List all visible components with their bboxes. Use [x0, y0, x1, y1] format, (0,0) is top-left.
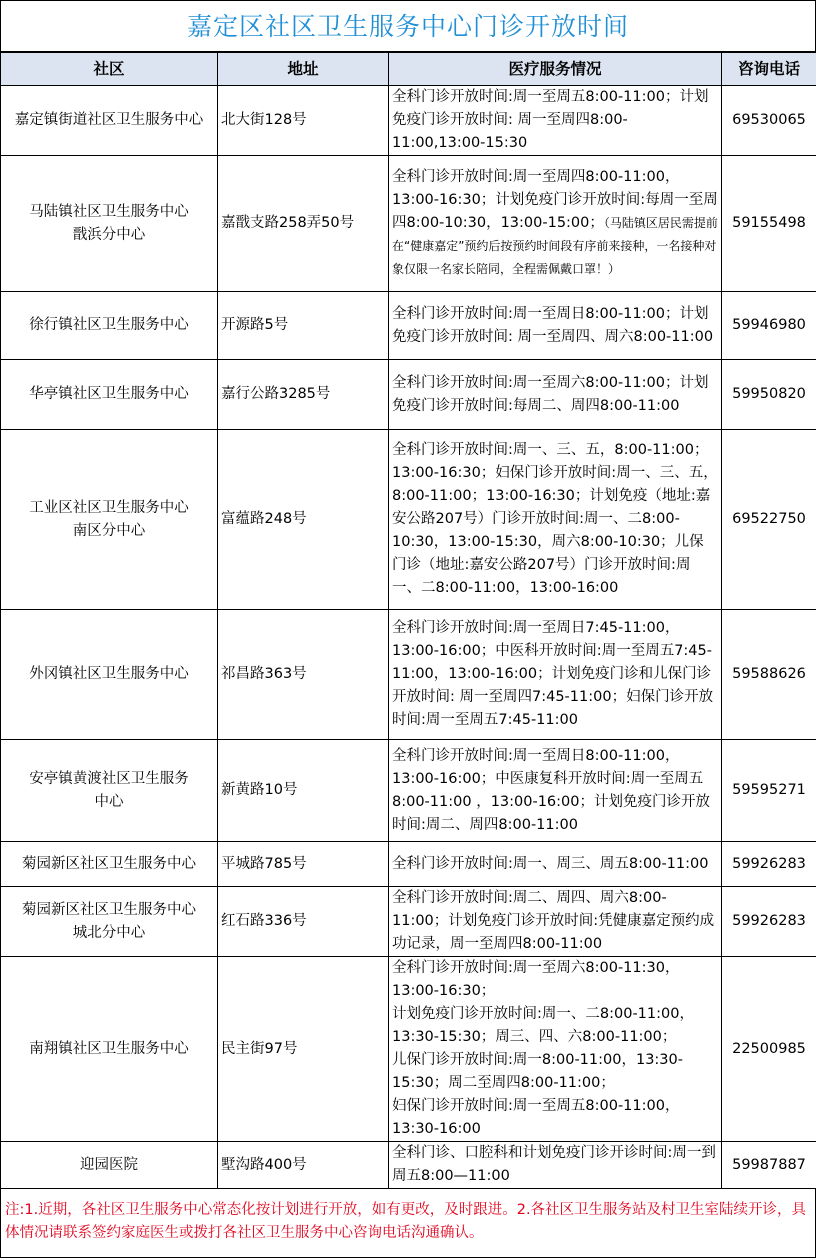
address-cell: 墅沟路400号 [218, 1142, 389, 1189]
phone-cell: 59595271 [722, 740, 816, 842]
community-name-line: 南区分中心 [4, 520, 214, 543]
community-name-line: 迎园医院 [4, 1154, 214, 1177]
header-service: 医疗服务情况 [389, 53, 722, 86]
phone-cell: 59946980 [722, 292, 816, 360]
service-line: 全科门诊开放时间:周一至周日8:00-11:00；计划免疫门诊开放时间: 周一至周四、周六8:00-11:00 [392, 303, 718, 349]
service-line: 全科门诊开放时间:周一至周六8:00-11:00；计划免疫门诊开放时间:每周二、周四8:00-11:00 [392, 372, 718, 418]
community-name-line: 外冈镇社区卫生服务中心 [4, 663, 214, 686]
service-line: 全科门诊开放时间:周一至周四8:00-11:00，13:00-16:30；计划免疫门诊开放时间:每周一至周四8:00-10:30，13:00-15:00；（马陆镇区居民需提前在“健康嘉定”预约后按预约时间段有序前来接种，一名接种对象仅限一名家长陪同，全程需佩戴口罩！） [392, 166, 718, 281]
service-line: 全科门诊开放时间:周一至周六8:00-11:30，13:00-16:30； [392, 957, 718, 1003]
service-cell [389, 430, 722, 610]
community-name-line: 马陆镇社区卫生服务中心 [4, 201, 214, 224]
service-cell [389, 887, 722, 957]
community-name-cell [1, 842, 218, 887]
header-community: 社区 [1, 53, 218, 86]
schedule-table [0, 52, 816, 1189]
address-cell: 北大街128号 [218, 86, 389, 156]
service-line: 全科门诊开放时间:周一至周日8:00-11:00，13:00-16:00；中医康复科开放时间:周一至周五8:00-11:00 ，13:00-16:00；计划免疫门诊开放时间:周二、周四8:00-11:00 [392, 745, 718, 837]
table-row [1, 887, 816, 957]
service-line: 全科门诊开放时间:周一、周三、周五8:00-11:00 [392, 853, 718, 876]
phone-cell: 69522750 [722, 430, 816, 610]
table-row [1, 360, 816, 430]
service-line: 儿保门诊开放时间:周一8:00-11:00，13:30-15:30；周二至周四8:00-11:00； [392, 1049, 718, 1095]
service-cell [389, 360, 722, 430]
phone-cell: 59926283 [722, 842, 816, 887]
address-cell: 红石路336号 [218, 887, 389, 957]
table-row [1, 842, 816, 887]
phone-cell: 59987887 [722, 1142, 816, 1189]
address-cell: 祁昌路363号 [218, 610, 389, 740]
footnote: 注:1.近期，各社区卫生服务中心常态化按计划进行开放，如有更改，及时跟进。2.各社区卫生服务站及村卫生室陆续开诊，具体情况请联系签约家庭医生或拨打各社区卫生服务中心咨询电话沟通确认。 [0, 1189, 816, 1258]
community-name-cell [1, 430, 218, 610]
community-name-line: 中心 [4, 791, 214, 814]
table-row [1, 957, 816, 1142]
community-name-cell [1, 156, 218, 292]
service-cell [389, 842, 722, 887]
service-line: 全科门诊开放时间:周一至周日7:45-11:00，13:00-16:00；中医科开放时间:周一至周五7:45-11:00，13:00-16:00；计划免疫门诊和儿保门诊开放时间: 周一至周四7:45-11:00；妇保门诊开放时间:周一至周五7:45-11:00 [392, 617, 718, 732]
service-line: 全科门诊开放时间:周二、周四、周六8:00-11:00；计划免疫门诊开放时间:凭健康嘉定预约成功记录，周一至周四8:00-11:00 [392, 887, 718, 956]
community-name-line: 华亭镇社区卫生服务中心 [4, 383, 214, 406]
service-line: 计划免疫门诊开放时间:周一、二8:00-11:00，13:30-15:30；周三、四、六8:00-11:00； [392, 1003, 718, 1049]
table-row [1, 292, 816, 360]
service-cell [389, 610, 722, 740]
community-name-cell [1, 740, 218, 842]
community-name-line: 嘉定镇街道社区卫生服务中心 [4, 109, 214, 132]
community-name-cell [1, 292, 218, 360]
phone-cell: 59950820 [722, 360, 816, 430]
community-name-line: 南翔镇社区卫生服务中心 [4, 1038, 214, 1061]
address-cell: 开源路5号 [218, 292, 389, 360]
phone-cell: 59926283 [722, 887, 816, 957]
phone-cell: 59155498 [722, 156, 816, 292]
community-name-cell [1, 887, 218, 957]
address-cell: 嘉行公路3285号 [218, 360, 389, 430]
service-line: 全科门诊开放时间:周一、三、五，8:00-11:00；13:00-16:30；妇保门诊开放时间:周一、三、五，8:00-11:00；13:00-16:30；计划免疫（地址:嘉安公路207号）门诊开放时间:周一、二8:00-10:30，13:00-15:30，周六8:00-10:30；儿保门诊（地址:嘉安公路207号）门诊开放时间:周一、二8:00-11:00，13:00-16:00 [392, 439, 718, 600]
phone-cell: 22500985 [722, 957, 816, 1142]
community-name-cell [1, 610, 218, 740]
address-cell: 新黄路10号 [218, 740, 389, 842]
address-cell: 嘉戬支路258弄50号 [218, 156, 389, 292]
service-note: （马陆镇区居民需提前在“健康嘉定”预约后按预约时间段有序前来接种，一名接种对象仅限一名家长陪同，全程需佩戴口罩！） [392, 216, 718, 276]
community-name-line: 徐行镇社区卫生服务中心 [4, 314, 214, 337]
table-row [1, 740, 816, 842]
community-name-line: 城北分中心 [4, 922, 214, 945]
table-row [1, 610, 816, 740]
community-name-line: 工业区社区卫生服务中心 [4, 497, 214, 520]
service-cell [389, 1142, 722, 1189]
community-name-line: 菊园新区社区卫生服务中心 [4, 853, 214, 876]
service-line: 全科门诊、口腔科和计划免疫门诊开诊时间:周一到周五8:00—11:00 [392, 1142, 718, 1188]
table-row [1, 156, 816, 292]
table-row [1, 86, 816, 156]
phone-cell: 59588626 [722, 610, 816, 740]
page-title: 嘉定区社区卫生服务中心门诊开放时间 [0, 0, 816, 52]
community-name-cell [1, 957, 218, 1142]
community-name-line: 安亭镇黄渡社区卫生服务 [4, 768, 214, 791]
community-name-line: 菊园新区社区卫生服务中心 [4, 899, 214, 922]
community-name-line: 戬浜分中心 [4, 224, 214, 247]
header-address: 地址 [218, 53, 389, 86]
table-row [1, 1142, 816, 1189]
table-row [1, 430, 816, 610]
community-name-cell [1, 360, 218, 430]
service-cell [389, 86, 722, 156]
service-cell [389, 740, 722, 842]
service-cell [389, 156, 722, 292]
community-name-cell [1, 1142, 218, 1189]
service-line: 妇保门诊开放时间:周一至周五8:00-11:00，13:30-16:00 [392, 1095, 718, 1141]
service-cell [389, 957, 722, 1142]
phone-cell: 69530065 [722, 86, 816, 156]
table-body [1, 86, 816, 1189]
header-phone: 咨询电话 [722, 53, 816, 86]
table-header-row [1, 53, 816, 86]
service-line: 全科门诊开放时间:周一至周五8:00-11:00；计划免疫门诊开放时间: 周一至周四8:00-11:00,13:00-15:30 [392, 86, 718, 155]
service-cell [389, 292, 722, 360]
address-cell: 富蕴路248号 [218, 430, 389, 610]
address-cell: 民主街97号 [218, 957, 389, 1142]
address-cell: 平城路785号 [218, 842, 389, 887]
community-name-cell [1, 86, 218, 156]
